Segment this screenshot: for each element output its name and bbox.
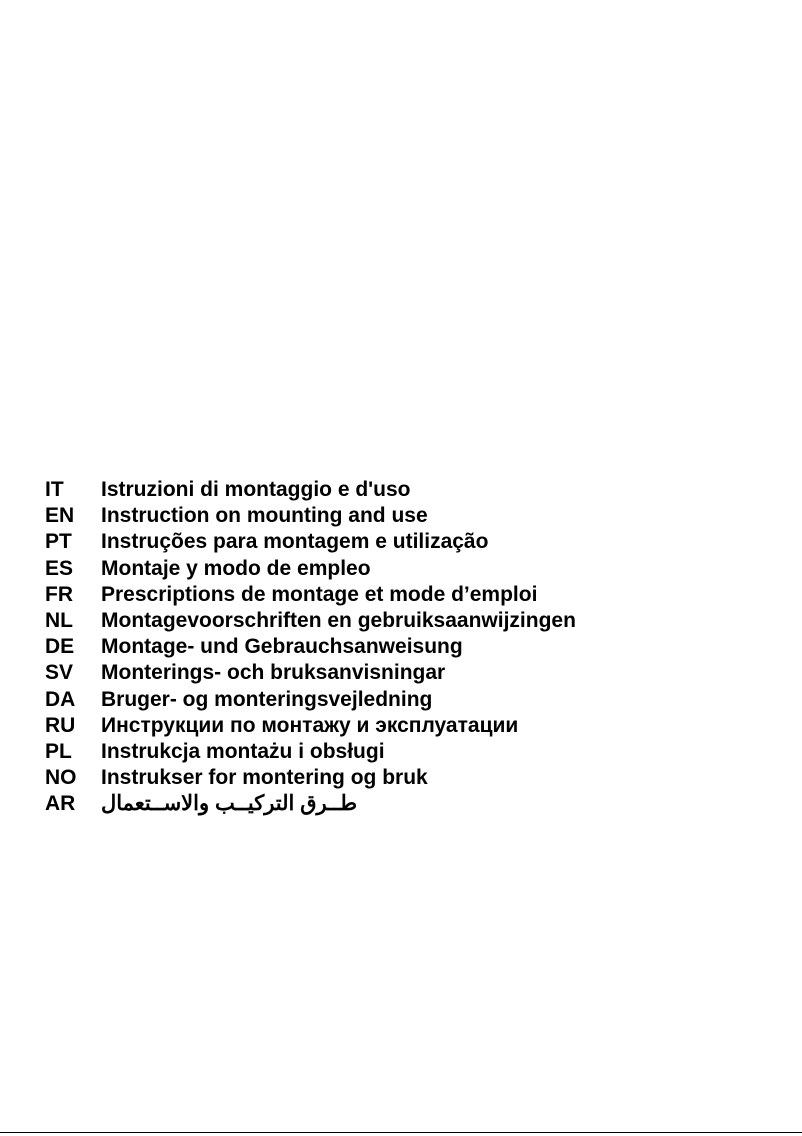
language-code: DE bbox=[45, 635, 75, 659]
language-row-es bbox=[45, 556, 785, 582]
language-list bbox=[45, 477, 785, 817]
language-row-pt bbox=[45, 529, 785, 555]
language-title: Bruger- og monteringsvejledning bbox=[101, 687, 433, 711]
language-code: RU bbox=[45, 713, 76, 737]
language-title: Instrukser for montering og bruk bbox=[101, 766, 428, 790]
language-title: Instrukcja montażu i obsługi bbox=[101, 739, 385, 763]
language-title: Montage- und Gebrauchsanweisung bbox=[101, 635, 463, 659]
language-row-ru bbox=[45, 713, 785, 739]
language-title: Montaje y modo de empleo bbox=[101, 556, 371, 580]
language-row-ar bbox=[45, 791, 785, 817]
bottom-rule bbox=[0, 1132, 802, 1133]
language-row-da bbox=[45, 687, 785, 713]
language-row-en bbox=[45, 503, 785, 529]
language-code: PT bbox=[45, 530, 72, 554]
language-title: Instruction on mounting and use bbox=[101, 504, 428, 528]
language-row-nl bbox=[45, 608, 785, 634]
language-code: NO bbox=[45, 766, 77, 790]
language-title: Prescriptions de montage et mode d’emploi bbox=[101, 582, 538, 606]
language-row-fr bbox=[45, 582, 785, 608]
language-title: طــرق التركيــب والاســتعمال bbox=[101, 792, 358, 816]
language-code: FR bbox=[45, 582, 73, 606]
language-code: SV bbox=[45, 661, 74, 685]
language-row-pl bbox=[45, 739, 785, 765]
language-row-sv bbox=[45, 660, 785, 686]
language-code: IT bbox=[45, 478, 64, 501]
language-title: Monterings- och bruksanvisningar bbox=[101, 661, 446, 685]
language-code: EN bbox=[45, 504, 75, 528]
language-title: Istruzioni di montaggio e d'uso bbox=[101, 478, 411, 501]
language-code: PL bbox=[45, 739, 72, 763]
language-title: Montagevoorschriften en gebruiksaanwijzingen bbox=[101, 608, 576, 632]
language-title: Инструкции по монтажу и эксплуатации bbox=[101, 713, 519, 737]
language-code: NL bbox=[45, 608, 73, 632]
language-row-de bbox=[45, 634, 785, 660]
language-row-no bbox=[45, 765, 785, 791]
language-code: ES bbox=[45, 556, 74, 580]
language-code: DA bbox=[45, 687, 76, 711]
language-title: Instruções para montagem e utilização bbox=[101, 530, 489, 554]
language-row-it bbox=[45, 477, 785, 503]
language-code: AR bbox=[45, 792, 76, 816]
